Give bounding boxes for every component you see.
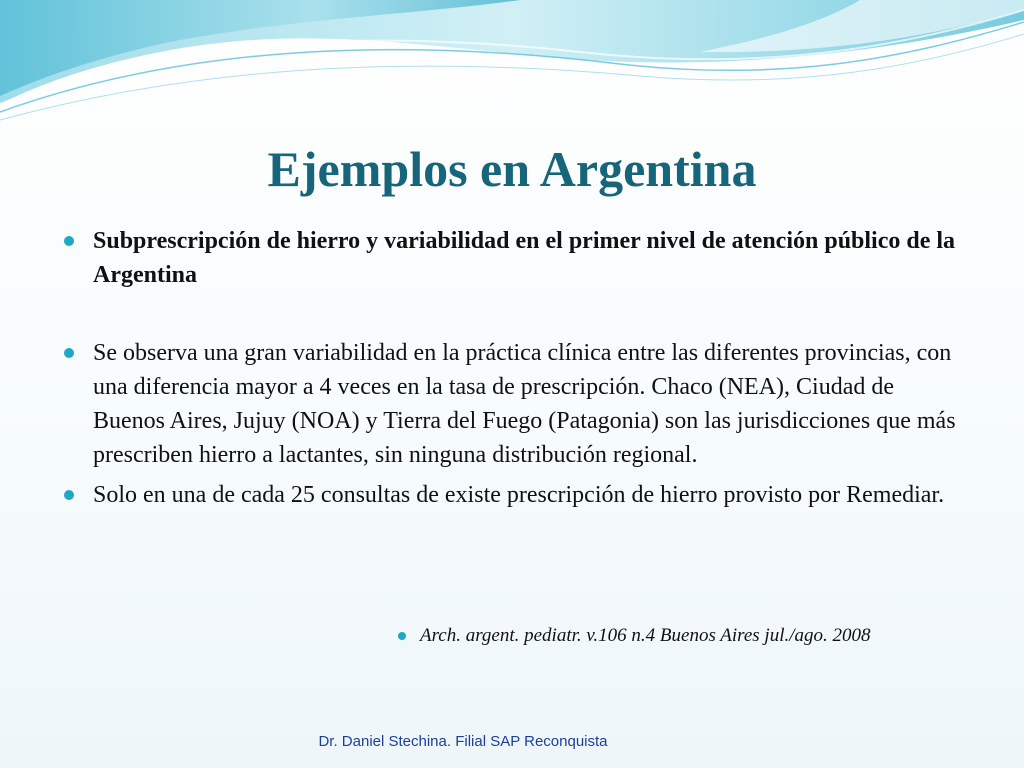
- citation: [398, 623, 871, 649]
- bullet-text: Subprescripción de hierro y variabilidad en el primer nivel de atención público de la Argentina: [93, 228, 956, 288]
- bullet-dot-icon: [64, 348, 74, 358]
- citation-text: Arch. argent. pediatr. v.106 n.4 Buenos Aires jul./ago. 2008: [420, 625, 871, 646]
- bullet-item: [60, 336, 960, 472]
- bullet-item: [60, 478, 960, 512]
- bullet-item: [60, 224, 960, 292]
- bullet-dot-icon: [64, 236, 74, 246]
- bullet-text: Solo en una de cada 25 consultas de existe prescripción de hierro provisto por Remediar.: [93, 482, 945, 508]
- slide-title: Ejemplos en Argentina: [267, 141, 757, 197]
- bullet-text: Se observa una gran variabilidad en la práctica clínica entre las diferentes provincias, con una diferencia mayor a 4 veces en la tasa de prescripción. Chaco (NEA), Ciudad de Buenos Aires, Jujuy (NOA) y Tierra del Fuego (Patagonia) son las jurisdicciones que más prescriben hierro a lactantes, sin ninguna distribución regional.: [93, 340, 956, 468]
- bullet-list: [60, 224, 960, 512]
- bullet-dot-icon: [64, 490, 74, 500]
- bullet-dot-icon: [398, 632, 406, 640]
- slide-footer: Dr. Daniel Stechina. Filial SAP Reconquista: [318, 733, 608, 750]
- header-wave-decoration: [0, 0, 1024, 130]
